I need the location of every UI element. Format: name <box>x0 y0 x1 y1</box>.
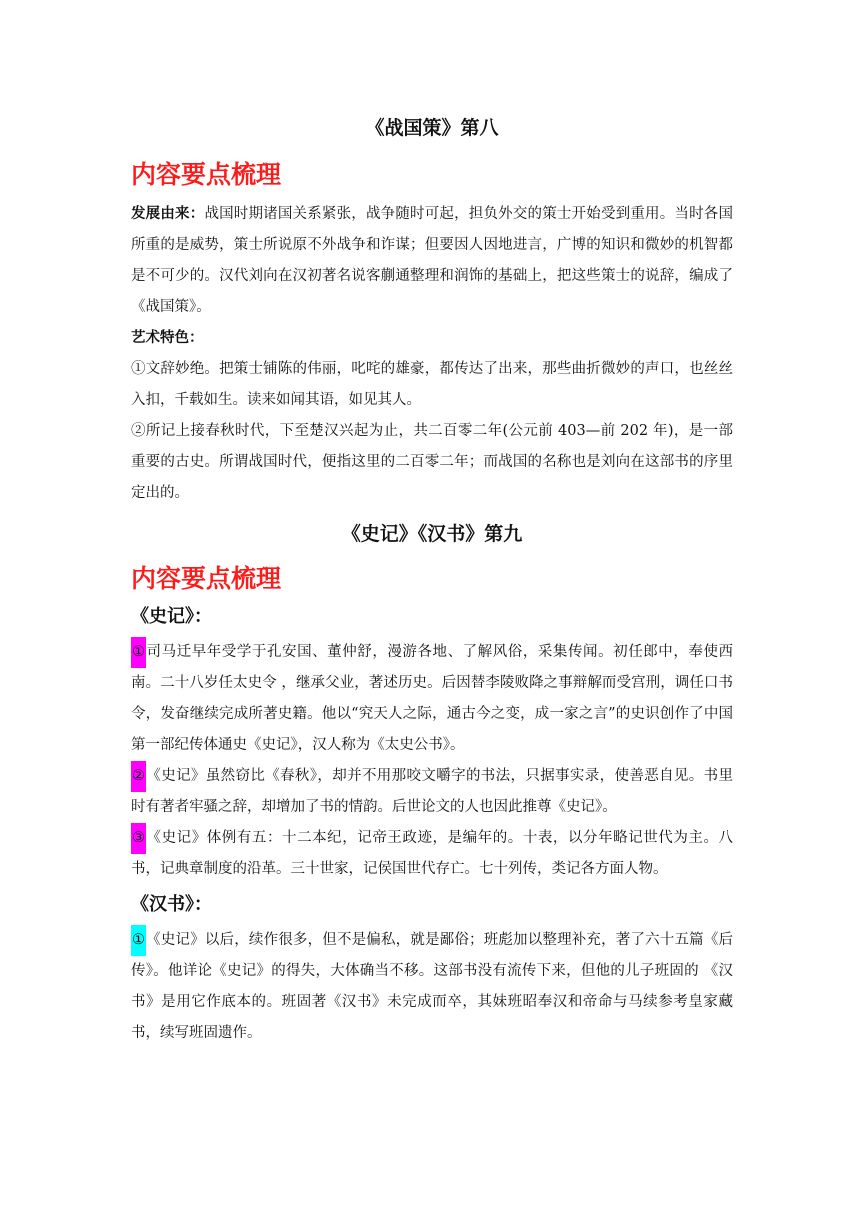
hanshu-item <box>131 925 733 1049</box>
shiji-item <box>131 823 733 885</box>
art-item-text: 文辞妙绝。把策士铺陈的伟丽，叱咤的雄豪，都传达了出来，那些曲折微妙的声口，也丝丝入扣，千载如生。读来如闻其语，如见其人。 <box>131 361 733 408</box>
item-marker: ② <box>131 423 146 439</box>
shiji-item-text: 《史记》体例有五：十二本纪，记帝王政迹，是编年的。十表，以分年略记世代为主。八书，记典章制度的沿革。三十世家，记侯国世代存亡。七十列传，类记各方面人物。 <box>131 830 733 877</box>
art-item-text: 所记上接春秋时代，下至楚汉兴起为止，共二百零二年(公元前 403—前 202 年)，是一部重要的古史。所谓战国时代，便指这里的二百零二年；而战国的名称也是刘向在这部书的序里定出的。 <box>131 423 733 501</box>
development-label: 发展由来： <box>131 206 205 222</box>
chapter-9-title: 《史记》《汉书》第九 <box>341 523 523 545</box>
highlighted-marker: ③ <box>131 823 146 854</box>
shiji-item-text: 《史记》虽然窃比《春秋》，却并不用那咬文嚼字的书法，只据事实录，使善恶自见。书里时有著者牢骚之辞，却增加了书的情韵。后世论文的人也因此推尊《史记》。 <box>131 768 733 815</box>
item-marker: ① <box>131 361 146 377</box>
shiji-head: 《史记》： <box>131 606 212 627</box>
hanshu-head: 《汉书》： <box>131 894 212 915</box>
development-paragraph <box>131 199 733 323</box>
highlighted-marker: ① <box>131 925 146 956</box>
development-text: 战国时期诸国关系紧张，战争随时可起，担负外交的策士开始受到重用。当时各国所重的是威势，策士所说原不外战争和诈谋；但要因人因地进言，广博的知识和微妙的机智都是不可少的。汉代刘向在汉初著名说客蒯通整理和润饰的基础上，把这些策士的说辞，编成了《战国策》。 <box>131 206 733 315</box>
shiji-item-text: 司马迁早年受学于孔安国、董仲舒，漫游各地、了解风俗，采集传闻。初任郎中，奉使西南。二十八岁任太史令 ，继承父业，著述历史。后因替李陵败降之事辩解而受宫刑，调任口书令，发奋继续完成所著史籍。他以“究天人之际，通古今之变，成一家之言”的史识创作了中国第一部纪传体通史《史记》，汉人称为《太史公书》。 <box>131 644 733 753</box>
art-label: 艺术特色： <box>131 330 204 346</box>
shiji-item <box>131 761 733 823</box>
page-content <box>131 0 733 1049</box>
chapter-9-section-head: 内容要点梳理 <box>131 564 282 593</box>
highlighted-marker: ① <box>131 637 146 668</box>
highlighted-marker: ② <box>131 761 146 792</box>
art-item <box>131 354 733 416</box>
shiji-item <box>131 637 733 761</box>
chapter-8-title: 《战国策》第八 <box>365 117 499 139</box>
art-item <box>131 416 733 509</box>
hanshu-item-text: 《史记》以后，续作很多，但不是偏私，就是鄙俗；班彪加以整理补充，著了六十五篇《后传》。他详论《史记》的得失，大体确当不移。这部书没有流传下来，但他的儿子班固的 《汉书》是用它作底本的。班固著《汉书》未完成而卒，其妹班昭奉汉和帝命与马续参考皇家藏书，续写班固遗作。 <box>131 932 733 1041</box>
chapter-8-section-head: 内容要点梳理 <box>131 160 282 189</box>
